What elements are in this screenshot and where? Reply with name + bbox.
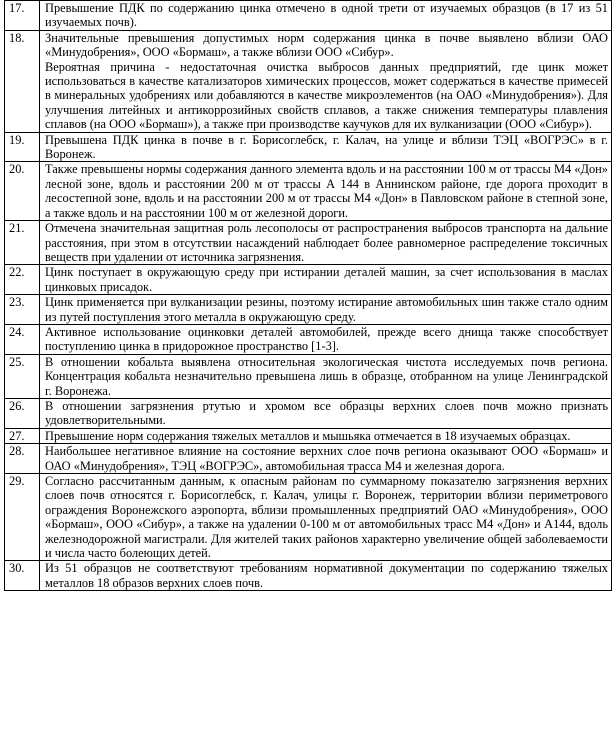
table-row — [5, 398, 612, 428]
row-text — [40, 265, 612, 295]
row-text — [40, 428, 612, 443]
row-text — [40, 354, 612, 398]
row-number: 19. — [5, 132, 40, 162]
row-paragraph: Отмечена значительная защитная роль лесополосы от распространения выбросов транспорта на дальние расстояния, при этом в отсутствии насаждений наблюдает более равномерное распределение токсичных веществ при удалении от источника загрязнения. — [45, 221, 608, 264]
row-paragraph: Значительные превышения допустимых норм содержания цинка в почве выявлено вблизи ОАО «Минудобрения», ООО «Бормаш», а также вблизи ООО «Сибур». — [45, 30, 608, 60]
row-paragraph: Из 51 образцов не соответствуют требованиям нормативной документации по содержанию тяжелых металлов 18 образов верхних слоев почв. — [45, 561, 608, 590]
row-number: 29. — [5, 474, 40, 561]
table-row — [5, 1, 612, 31]
row-number: 24. — [5, 324, 40, 354]
row-number: 20. — [5, 162, 40, 221]
row-text — [40, 398, 612, 428]
row-paragraph: Цинк применяется при вулканизации резины, поэтому истирание автомобильных шин также стало одним из путей поступления этого металла в окружающую среду. — [45, 295, 608, 324]
row-number: 27. — [5, 428, 40, 443]
row-text — [40, 30, 612, 132]
row-paragraph: Активное использование оцинковки деталей автомобилей, прежде всего днища также способствует поступлению цинка в придорожное пространство [1-3]. — [45, 324, 608, 354]
row-paragraph: Превышение норм содержания тяжелых металлов и мышьяка отмечается в 18 изучаемых образцах. — [45, 428, 571, 443]
table-row — [5, 324, 612, 354]
row-text — [40, 132, 612, 162]
row-paragraph: Превышение ПДК по содержанию цинка отмечено в одной трети от изучаемых образцов (в 17 из 51 изучаемых почв). — [45, 1, 608, 30]
row-paragraph: Согласно рассчитанным данным, к опасным районам по суммарному показателю загрязнения верхних слоев почв относятся г. Борисоглебск, г. Калач, улицы г. Воронеж, территории вблизи периметрового ограждения Воронежского аэропорта, вблизи промышленных предприятий ОАО «Минудобрения», ООО «Бормаш», ООО «Сибур», а также на удалении 0-100 м от автомобильных трасс М4 «Дон» и А144, вдоль железнодорожной магистрали. Для жителей таких районов характерно увеличение общей заболеваемости и числа часто болеющих детей. — [45, 474, 608, 561]
table-row — [5, 221, 612, 265]
row-number: 30. — [5, 561, 40, 591]
row-paragraph: Цинк поступает в окружающую среду при истирании деталей машин, за счет использования в маслах цинковых присадок. — [45, 265, 608, 294]
row-number: 22. — [5, 265, 40, 295]
row-number: 18. — [5, 30, 40, 132]
row-number: 26. — [5, 398, 40, 428]
table-row — [5, 132, 612, 162]
row-paragraph: В отношении кобальта выявлена относительная экологическая чистота исследуемых почв региона. Концентрация кобальта незначительно превышена лишь в образце, отобранном на улице Ленинградской г. Воронежа. — [45, 354, 608, 398]
row-text — [40, 474, 612, 561]
row-text — [40, 561, 612, 591]
table-row — [5, 444, 612, 474]
row-paragraph: Превышена ПДК цинка в почве в г. Борисоглебск, г. Калач, на улице и вблизи ТЭЦ «ВОГРЭС» в г. Воронеж. — [45, 132, 608, 162]
table-row — [5, 295, 612, 325]
row-text — [40, 1, 612, 31]
row-number: 21. — [5, 221, 40, 265]
row-paragraph: Вероятная причина - недостаточная очистка выбросов данных предприятий, где цинк может использоваться в качестве катализаторов химических процессов, может содержаться в качестве примесей в минеральных удобрениях или добавляются в качестве микроэлементов (на ОАО «Минудобрения»). Для улучшения литейных и антикоррозийных свойств сплавов, а также снижения температуры плавления сплавов (на ООО «Бормаш»), а также при производстве каучуков для их вулканизации (ООО «Сибур»). — [45, 59, 608, 132]
row-text — [40, 221, 612, 265]
table-row — [5, 474, 612, 561]
row-number: 23. — [5, 295, 40, 325]
findings-table — [4, 0, 612, 591]
table-body — [5, 1, 612, 591]
table-row — [5, 354, 612, 398]
table-row — [5, 162, 612, 221]
row-text — [40, 324, 612, 354]
table-row — [5, 30, 612, 132]
row-paragraph: В отношении загрязнения ртутью и хромом все образцы верхних слоев почв можно признать удовлетворительными. — [45, 398, 608, 428]
row-text — [40, 162, 612, 221]
row-paragraph: Наибольшее негативное влияние на состояние верхних слое почв региона оказывают ООО «Бормаш» и ОАО «Минудобрения», ТЭЦ «ВОГРЭС», автомобильная трасса М4 и железная дорога. — [45, 444, 608, 473]
row-text — [40, 444, 612, 474]
row-paragraph: Также превышены нормы содержания данного элемента вдоль и на расстоянии 100 м от трассы М4 «Дон» лесной зоне, вдоль и расстоянии 200 м от трассы А 144 в Аннинском районе, где дорога проходит в лесостепной зоне, вдоль и на расстоянии 200 м от трассы М4 «Дон» в Павловском районе в степной зоне, а также вдоль и на расстоянии 100 м от железной дороги. — [45, 162, 608, 220]
row-text — [40, 295, 612, 325]
row-number: 25. — [5, 354, 40, 398]
table-row — [5, 561, 612, 591]
row-number: 17. — [5, 1, 40, 31]
row-number: 28. — [5, 444, 40, 474]
table-row — [5, 428, 612, 443]
table-row — [5, 265, 612, 295]
